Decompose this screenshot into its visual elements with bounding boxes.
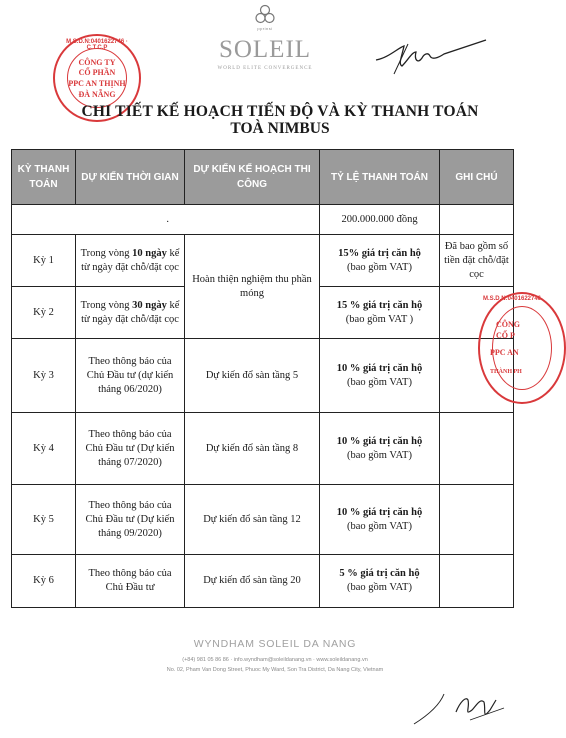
logo-icon bbox=[254, 4, 276, 26]
document-title: CHI TIẾT KẾ HOẠCH TIẾN ĐỘ VÀ KỲ THANH TOÁN bbox=[81, 103, 479, 120]
row-plan: Dự kiến đổ sàn tầng 5 bbox=[185, 339, 320, 413]
row-time: Trong vòng 30 ngày kể từ ngày đặt chỗ/đặt cọc bbox=[76, 287, 185, 339]
row-time: Theo thông báo của Chủ Đầu tư (dự kiến tháng 06/2020) bbox=[76, 339, 185, 413]
header-note: GHI CHÚ bbox=[440, 150, 514, 205]
footer-address: No. 02, Pham Van Dong Street, Phuoc My Ward, Son Tra District, Da Nang City, Vietnam bbox=[166, 667, 384, 673]
row-plan: Dự kiến đổ sàn tầng 20 bbox=[185, 555, 320, 608]
row-time: Trong vòng 10 ngày kể từ ngày đặt chỗ/đặt cọc bbox=[76, 235, 185, 287]
row-ky: Kỳ 6 bbox=[12, 555, 76, 608]
payment-schedule-table bbox=[11, 149, 514, 608]
row-note bbox=[440, 413, 514, 485]
stamp-line-4: THÀNH PH bbox=[490, 369, 522, 375]
row-rate: 10 % giá trị căn hộ (bao gồm VAT) bbox=[320, 413, 440, 485]
stamp-line-3: PPC AN THỊNH bbox=[68, 79, 126, 88]
deposit-amount: 200.000.000 đồng bbox=[320, 205, 440, 235]
header-plan: DỰ KIẾN KẾ HOẠCH THI CÔNG bbox=[185, 150, 320, 205]
row-rate: 10 % giá trị căn hộ (bao gồm VAT) bbox=[320, 339, 440, 413]
row-ky: Kỳ 5 bbox=[12, 485, 76, 555]
row-rate: 10 % giá trị căn hộ (bao gồm VAT) bbox=[320, 485, 440, 555]
deposit-row bbox=[12, 205, 514, 235]
footer-contact: (+84) 981 05 86 86 · info.wyndham@soleildanang.vn · www.soleildanang.vn bbox=[182, 657, 368, 663]
stamp-ring-text: M.S.D.N:0401622746 bbox=[482, 296, 542, 302]
stamp-inner-ring bbox=[67, 48, 127, 108]
document-subtitle: TOÀ NIMBUS bbox=[230, 120, 330, 137]
row-ky: Kỳ 4 bbox=[12, 413, 76, 485]
row-plan-merged: Hoàn thiện nghiệm thu phần móng bbox=[185, 235, 320, 339]
table-row bbox=[12, 485, 514, 555]
logo-wordmark: SOLEIL bbox=[218, 36, 312, 63]
row-rate: 5 % giá trị căn hộ (bao gồm VAT) bbox=[320, 555, 440, 608]
company-stamp-side bbox=[478, 292, 566, 404]
table-row bbox=[12, 235, 514, 287]
header-rate: TỶ LỆ THANH TOÁN bbox=[320, 150, 440, 205]
footer-company-name: WYNDHAM SOLEIL DA NANG bbox=[193, 638, 357, 650]
stamp-line-3: PPC AN bbox=[490, 348, 519, 357]
row-time: Theo thông báo của Chủ Đầu tư (Dự kiến tháng 09/2020) bbox=[76, 485, 185, 555]
row-time: Theo thông báo của Chủ Đầu tư bbox=[76, 555, 185, 608]
header-ky: KỲ THANH TOÁN bbox=[12, 150, 76, 205]
row-rate: 15 % giá trị căn hộ (bao gồm VAT ) bbox=[320, 287, 440, 339]
row-ky: Kỳ 1 bbox=[12, 235, 76, 287]
stamp-line-4: ĐÀ NẴNG bbox=[78, 90, 116, 99]
stamp-ring-text: M.S.D.N:0401622746 · C.T.C.P bbox=[66, 39, 128, 51]
row-note bbox=[440, 485, 514, 555]
stamp-line-1: CÔNG bbox=[496, 320, 520, 329]
deposit-note bbox=[440, 205, 514, 235]
header-time: DỰ KIẾN THỜI GIAN bbox=[76, 150, 185, 205]
row-rate: 15% giá trị căn hộ (bao gồm VAT) bbox=[320, 235, 440, 287]
signature-bottom bbox=[410, 680, 520, 730]
logo-tiny-text: pprinsi bbox=[257, 26, 273, 31]
table-row bbox=[12, 413, 514, 485]
row-ky: Kỳ 2 bbox=[12, 287, 76, 339]
row-note: Đã bao gồm số tiền đặt chỗ/đặt cọc bbox=[440, 235, 514, 287]
row-plan: Dự kiến đổ sàn tầng 12 bbox=[185, 485, 320, 555]
signature-top bbox=[368, 38, 488, 78]
deposit-dot: . bbox=[12, 205, 320, 235]
logo-tagline: WORLD ELITE CONVERGENCE bbox=[217, 66, 313, 71]
stamp-line-2: CỔ P bbox=[496, 331, 515, 340]
table-row bbox=[12, 555, 514, 608]
table-header-row bbox=[12, 150, 514, 205]
table-row bbox=[12, 339, 514, 413]
row-ky: Kỳ 3 bbox=[12, 339, 76, 413]
stamp-line-2: CỔ PHẦN bbox=[78, 68, 116, 77]
row-note bbox=[440, 555, 514, 608]
stamp-line-1: CÔNG TY bbox=[78, 58, 116, 67]
row-time: Theo thông báo của Chủ Đầu tư (Dự kiến tháng 07/2020) bbox=[76, 413, 185, 485]
row-plan: Dự kiến đổ sàn tầng 8 bbox=[185, 413, 320, 485]
